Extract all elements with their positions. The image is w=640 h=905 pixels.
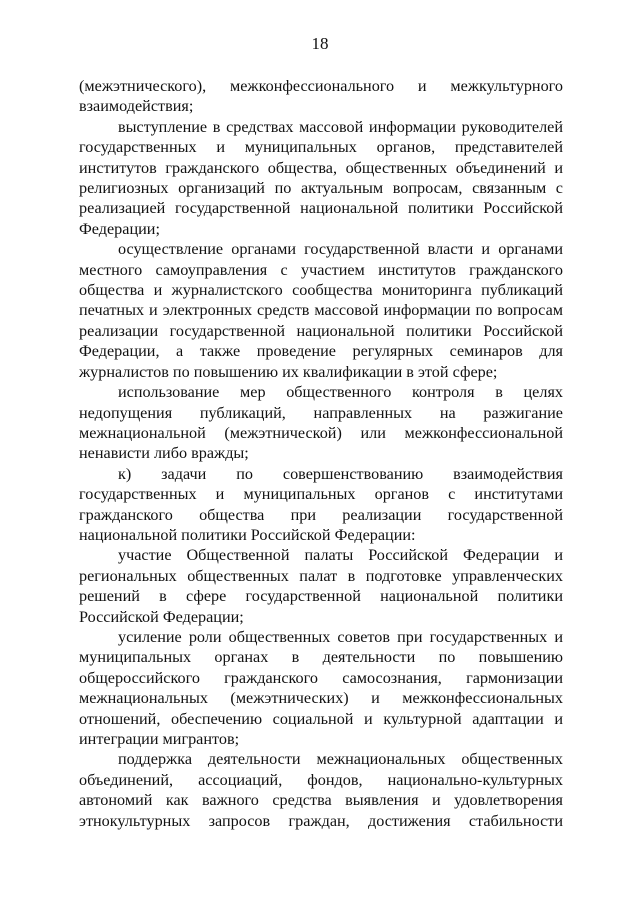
paragraph-associations-support: поддержка деятельности межнациональных общественных объединений, ассоциаций, фондов, национально-культурных автономий как важного средства выявления и удовлетворения этнокультурных запросов граждан, достижения стабильности: [79, 750, 563, 830]
paragraph-task-k: к) задачи по совершенствованию взаимодействия государственных и муниципальных органов с институтами гражданского общества при реализации государственной национальной политики Российской Федерации:: [79, 464, 563, 544]
paragraph-continuation: (межэтнического), межконфессионального и межкультурного взаимодействия;: [79, 77, 563, 116]
document-body: [79, 76, 563, 831]
page-number: 18: [311, 34, 329, 53]
paragraph-public-councils: усиление роли общественных советов при государственных и муниципальных органах в деятельности по повышению общероссийского гражданского самосознания, гармонизации межнациональных (межэтнических) и межконфессиональных отношений, обеспечению социальной и культурной адаптации и интеграции мигрантов;: [79, 627, 563, 748]
paragraph-media-statements: выступление в средствах массовой информации руководителей государственных и муниципальных органов, представителей институтов гражданского общества, общественных объединений и религиозных организаций по актуальным вопросам, связанным с реализацией государственной национальной политики Российской Федерации;: [79, 117, 563, 238]
paragraph-public-control: использование мер общественного контроля в целях недопущения публикаций, направленных на разжигание межнациональной (межэтнической) или межконфессиональной ненависти либо вражды;: [79, 383, 563, 463]
paragraph-media-monitoring: осуществление органами государственной власти и органами местного самоуправления с участием институтов гражданского общества и журналистского сообщества мониторинга публикаций печатных и электронных средств массовой информации по вопросам реализации государственной национальной политики Российской Федерации, а также проведение регулярных семинаров для журналистов по повышению их квалификации в этой сфере;: [79, 240, 563, 381]
paragraph-public-chamber: участие Общественной палаты Российской Федерации и региональных общественных палат в подготовке управленческих решений в сфере государственной национальной политики Российской Федерации;: [79, 546, 563, 626]
